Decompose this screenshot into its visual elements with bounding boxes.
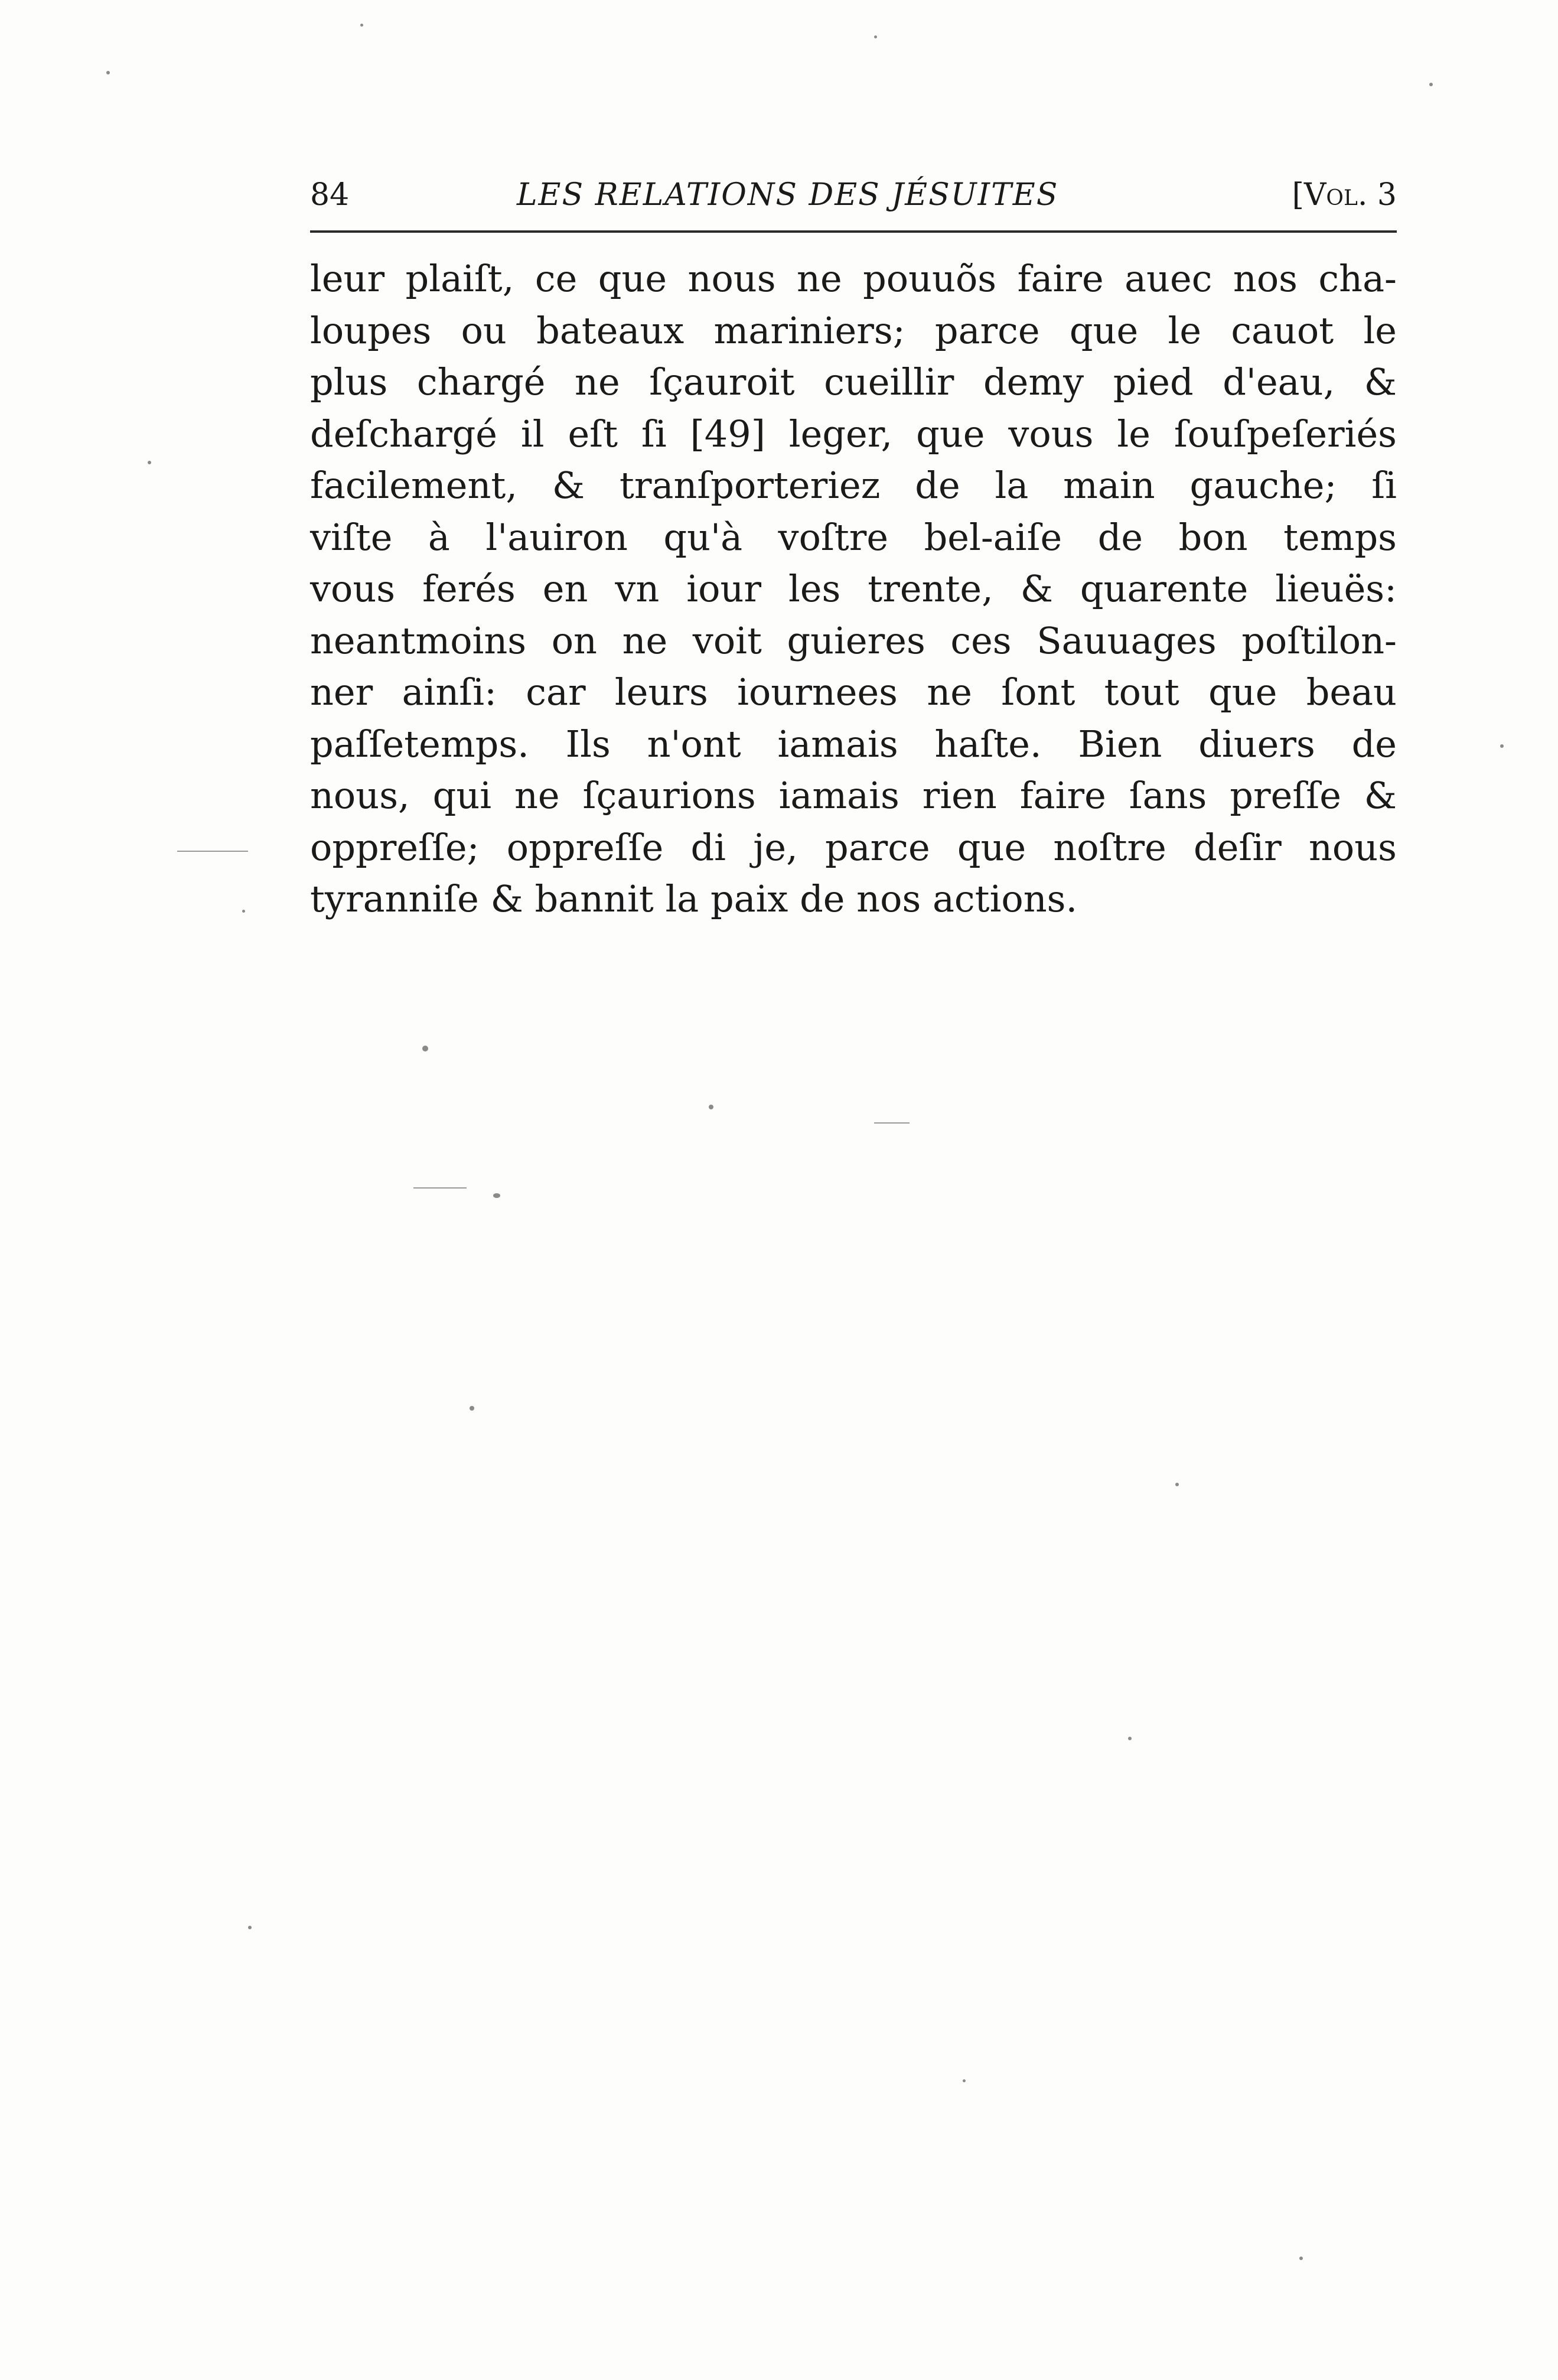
scan-speck xyxy=(148,461,151,464)
text-line: plus chargé ne ſçauroit cueillir demy pied d'eau, & xyxy=(310,360,1397,403)
header-rule xyxy=(310,230,1397,233)
scan-speck xyxy=(1299,2257,1303,2260)
text-line: oppreſſe; oppreſſe di je, parce que noſtre deſir nous xyxy=(310,825,1397,869)
scan-speck xyxy=(1429,83,1433,86)
volume-label: [Vol. 3 xyxy=(1292,177,1397,213)
scan-speck xyxy=(360,24,363,27)
text-line: vous ferés en vn iour les trente, & quarente lieuës: xyxy=(310,567,1397,610)
scan-speck xyxy=(470,1406,474,1411)
text-line: tyranniſe & bannit la paix de nos actions. xyxy=(310,877,1078,920)
scan-speck xyxy=(106,71,110,74)
running-head xyxy=(310,168,1397,222)
scan-speck xyxy=(242,910,245,913)
scan-speck xyxy=(422,1046,428,1051)
text-line: deſchargé il eſt ſi [49] leger, que vous le ſouſpeſeriés xyxy=(310,412,1397,455)
text-line: nous, qui ne ſçaurions iamais rien faire ſans preſſe & xyxy=(310,774,1397,817)
text-line: leur plaiſt, ce que nous ne pouuõs faire auec nos cha- xyxy=(310,257,1397,300)
text-line: neantmoins on ne voit guieres ces Sauuages poſtilon- xyxy=(310,618,1397,662)
body-paragraph xyxy=(310,253,1397,925)
text-line: ner ainſi: car leurs iournees ne ſont tout que beau xyxy=(310,670,1397,714)
page-number: 84 xyxy=(310,177,350,213)
scan-speck xyxy=(493,1193,500,1198)
scan-speck xyxy=(709,1105,713,1109)
scan-speck xyxy=(248,1926,252,1929)
scan-speck xyxy=(1128,1737,1132,1740)
scan-speck xyxy=(963,2079,966,2082)
scan-speck xyxy=(874,35,877,38)
running-title: LES RELATIONS DES JÉSUITES xyxy=(517,177,1059,213)
scan-streak xyxy=(413,1187,467,1189)
scan-streak xyxy=(874,1122,910,1124)
text-line: loupes ou bateaux mariniers; parce que le cauot le xyxy=(310,308,1397,352)
scan-speck xyxy=(1500,744,1504,748)
text-line: facilement, & tranſporteriez de la main gauche; ſi xyxy=(310,464,1397,507)
scan-speck xyxy=(1175,1483,1179,1486)
text-line: paſſetemps. Ils n'ont iamais haſte. Bien diuers de xyxy=(310,722,1397,766)
text-line: viſte à l'auiron qu'à voſtre bel-aiſe de bon temps xyxy=(310,515,1397,559)
scan-streak xyxy=(177,851,248,852)
